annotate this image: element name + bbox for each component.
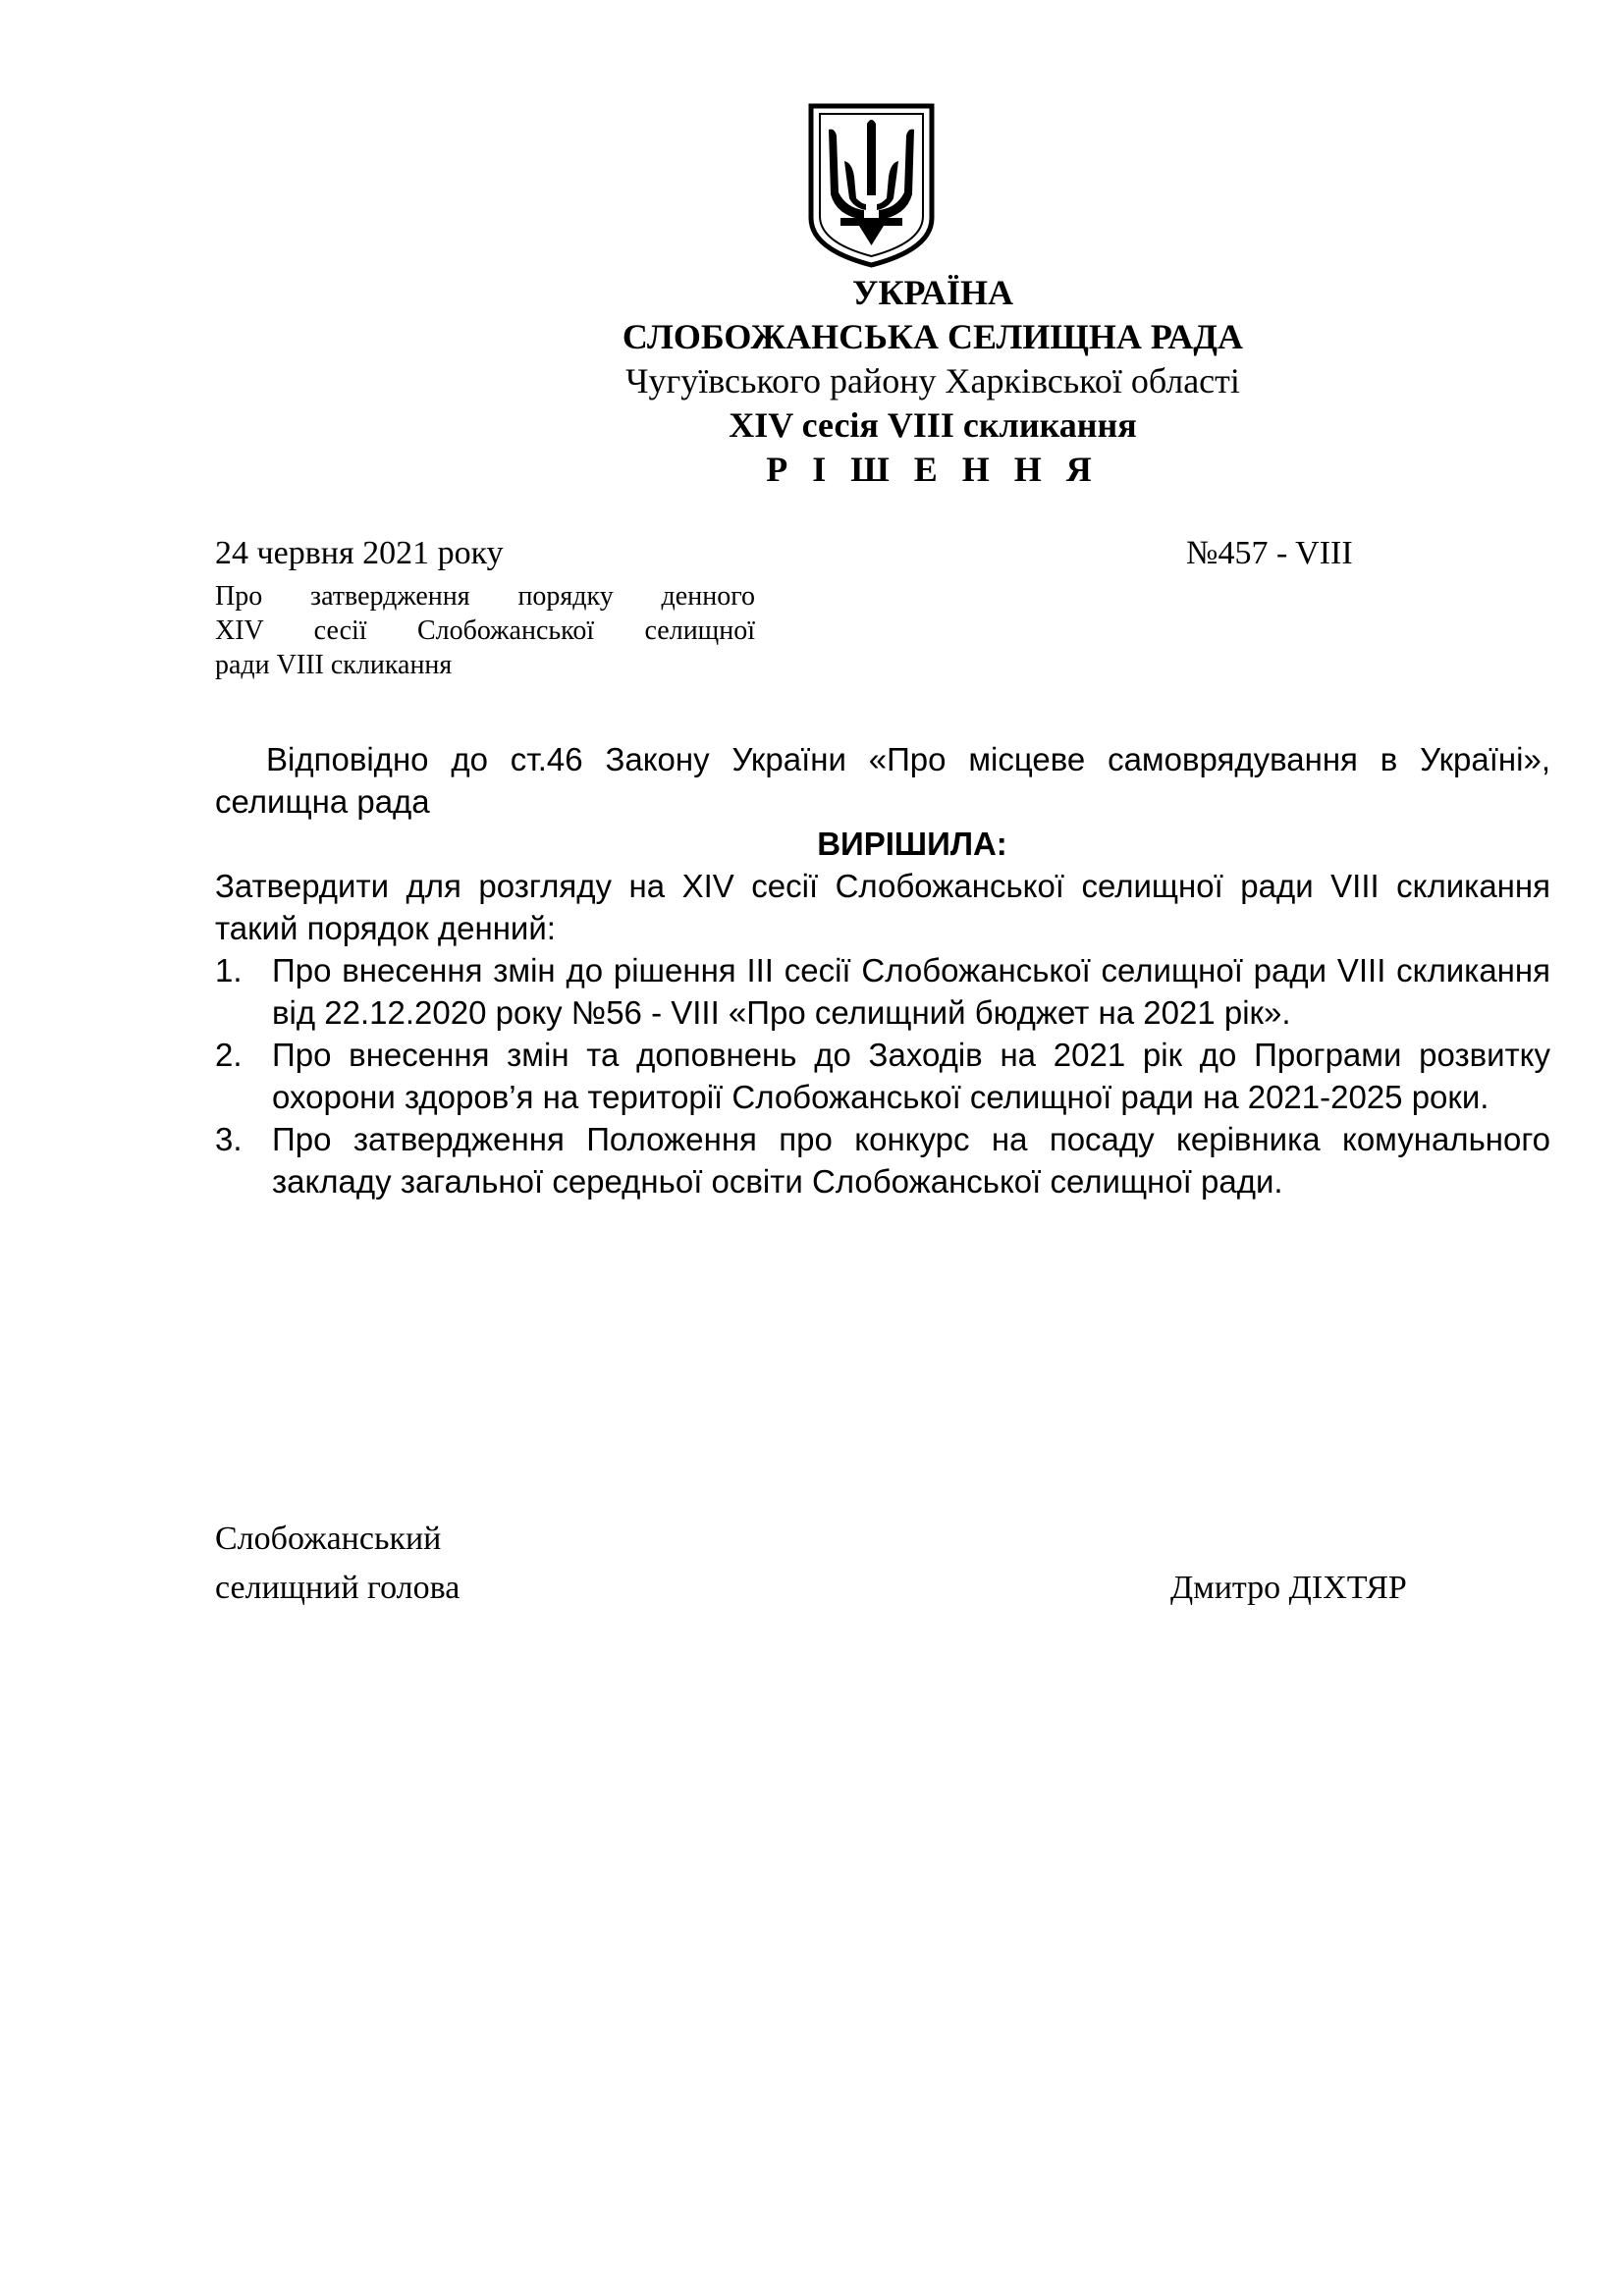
- subject-line: ради VIII скликання: [215, 650, 453, 680]
- decision-date: 24 червня 2021 року: [215, 535, 504, 571]
- signatory-title: селищний голова: [215, 1570, 460, 1606]
- agenda-item-number: 1.: [215, 952, 243, 988]
- intro-paragraph: Затвердити для розгляду на XIV сесії Слобожанської селищної ради VIII скликання такий порядок денний:: [215, 868, 1550, 946]
- coat-of-arms-icon: [805, 102, 938, 269]
- document-header: [0, 271, 1624, 492]
- decision-subject: [215, 579, 755, 682]
- session-line: XIV сесія VIII скликання: [729, 405, 1137, 445]
- signature-block: [215, 1515, 1452, 1613]
- agenda-list: [215, 949, 1550, 1202]
- signatory-title: Слобожанський: [215, 1521, 442, 1557]
- document-type: Р І Ш Е Н Н Я: [766, 450, 1100, 489]
- subject-line: Про затвердження порядку денного: [215, 581, 755, 612]
- decision-number: №457 - VIII: [1186, 535, 1353, 571]
- agenda-item-text: Про внесення змін та доповнень до Заходів на 2021 рік до Програми розвитку охорони здоров’я на території Слобожанської селищної ради на 2021-2025 роки.: [272, 1037, 1550, 1115]
- council-title: СЛОБОЖАНСЬКА СЕЛИЩНА РАДА: [622, 317, 1244, 356]
- country-title: УКРАЇНА: [852, 273, 1013, 312]
- date-number-row: [215, 534, 1403, 573]
- legal-basis-paragraph: Відповідно до ст.46 Закону України «Про місцеве самоврядування в Україні», селищна рада: [215, 741, 1550, 820]
- agenda-item-text: Про внесення змін до рішення ІІІ сесії Слобожанської селищної ради VIII скликання від 22.12.2020 року №56 - VIII «Про селищний бюджет на 2021 рік».: [272, 952, 1550, 1031]
- signatory-name: Дмитро ДІХТЯР: [1170, 1570, 1407, 1606]
- resolved-heading: ВИРІШИЛА:: [817, 826, 1007, 862]
- agenda-item: [215, 1118, 1550, 1202]
- decision-body: [215, 738, 1550, 1202]
- region-line: Чугуївського району Харківської області: [625, 361, 1240, 400]
- agenda-item-text: Про затвердження Положення про конкурс на посаду керівника комунального закладу загальної середньої освіти Слобожанської селищної ради.: [272, 1121, 1550, 1200]
- agenda-item-number: 3.: [215, 1121, 243, 1157]
- agenda-item: [215, 949, 1550, 1034]
- subject-line: XIV сесії Слобожанської селищної: [215, 615, 755, 646]
- agenda-item: [215, 1034, 1550, 1118]
- agenda-item-number: 2.: [215, 1037, 243, 1073]
